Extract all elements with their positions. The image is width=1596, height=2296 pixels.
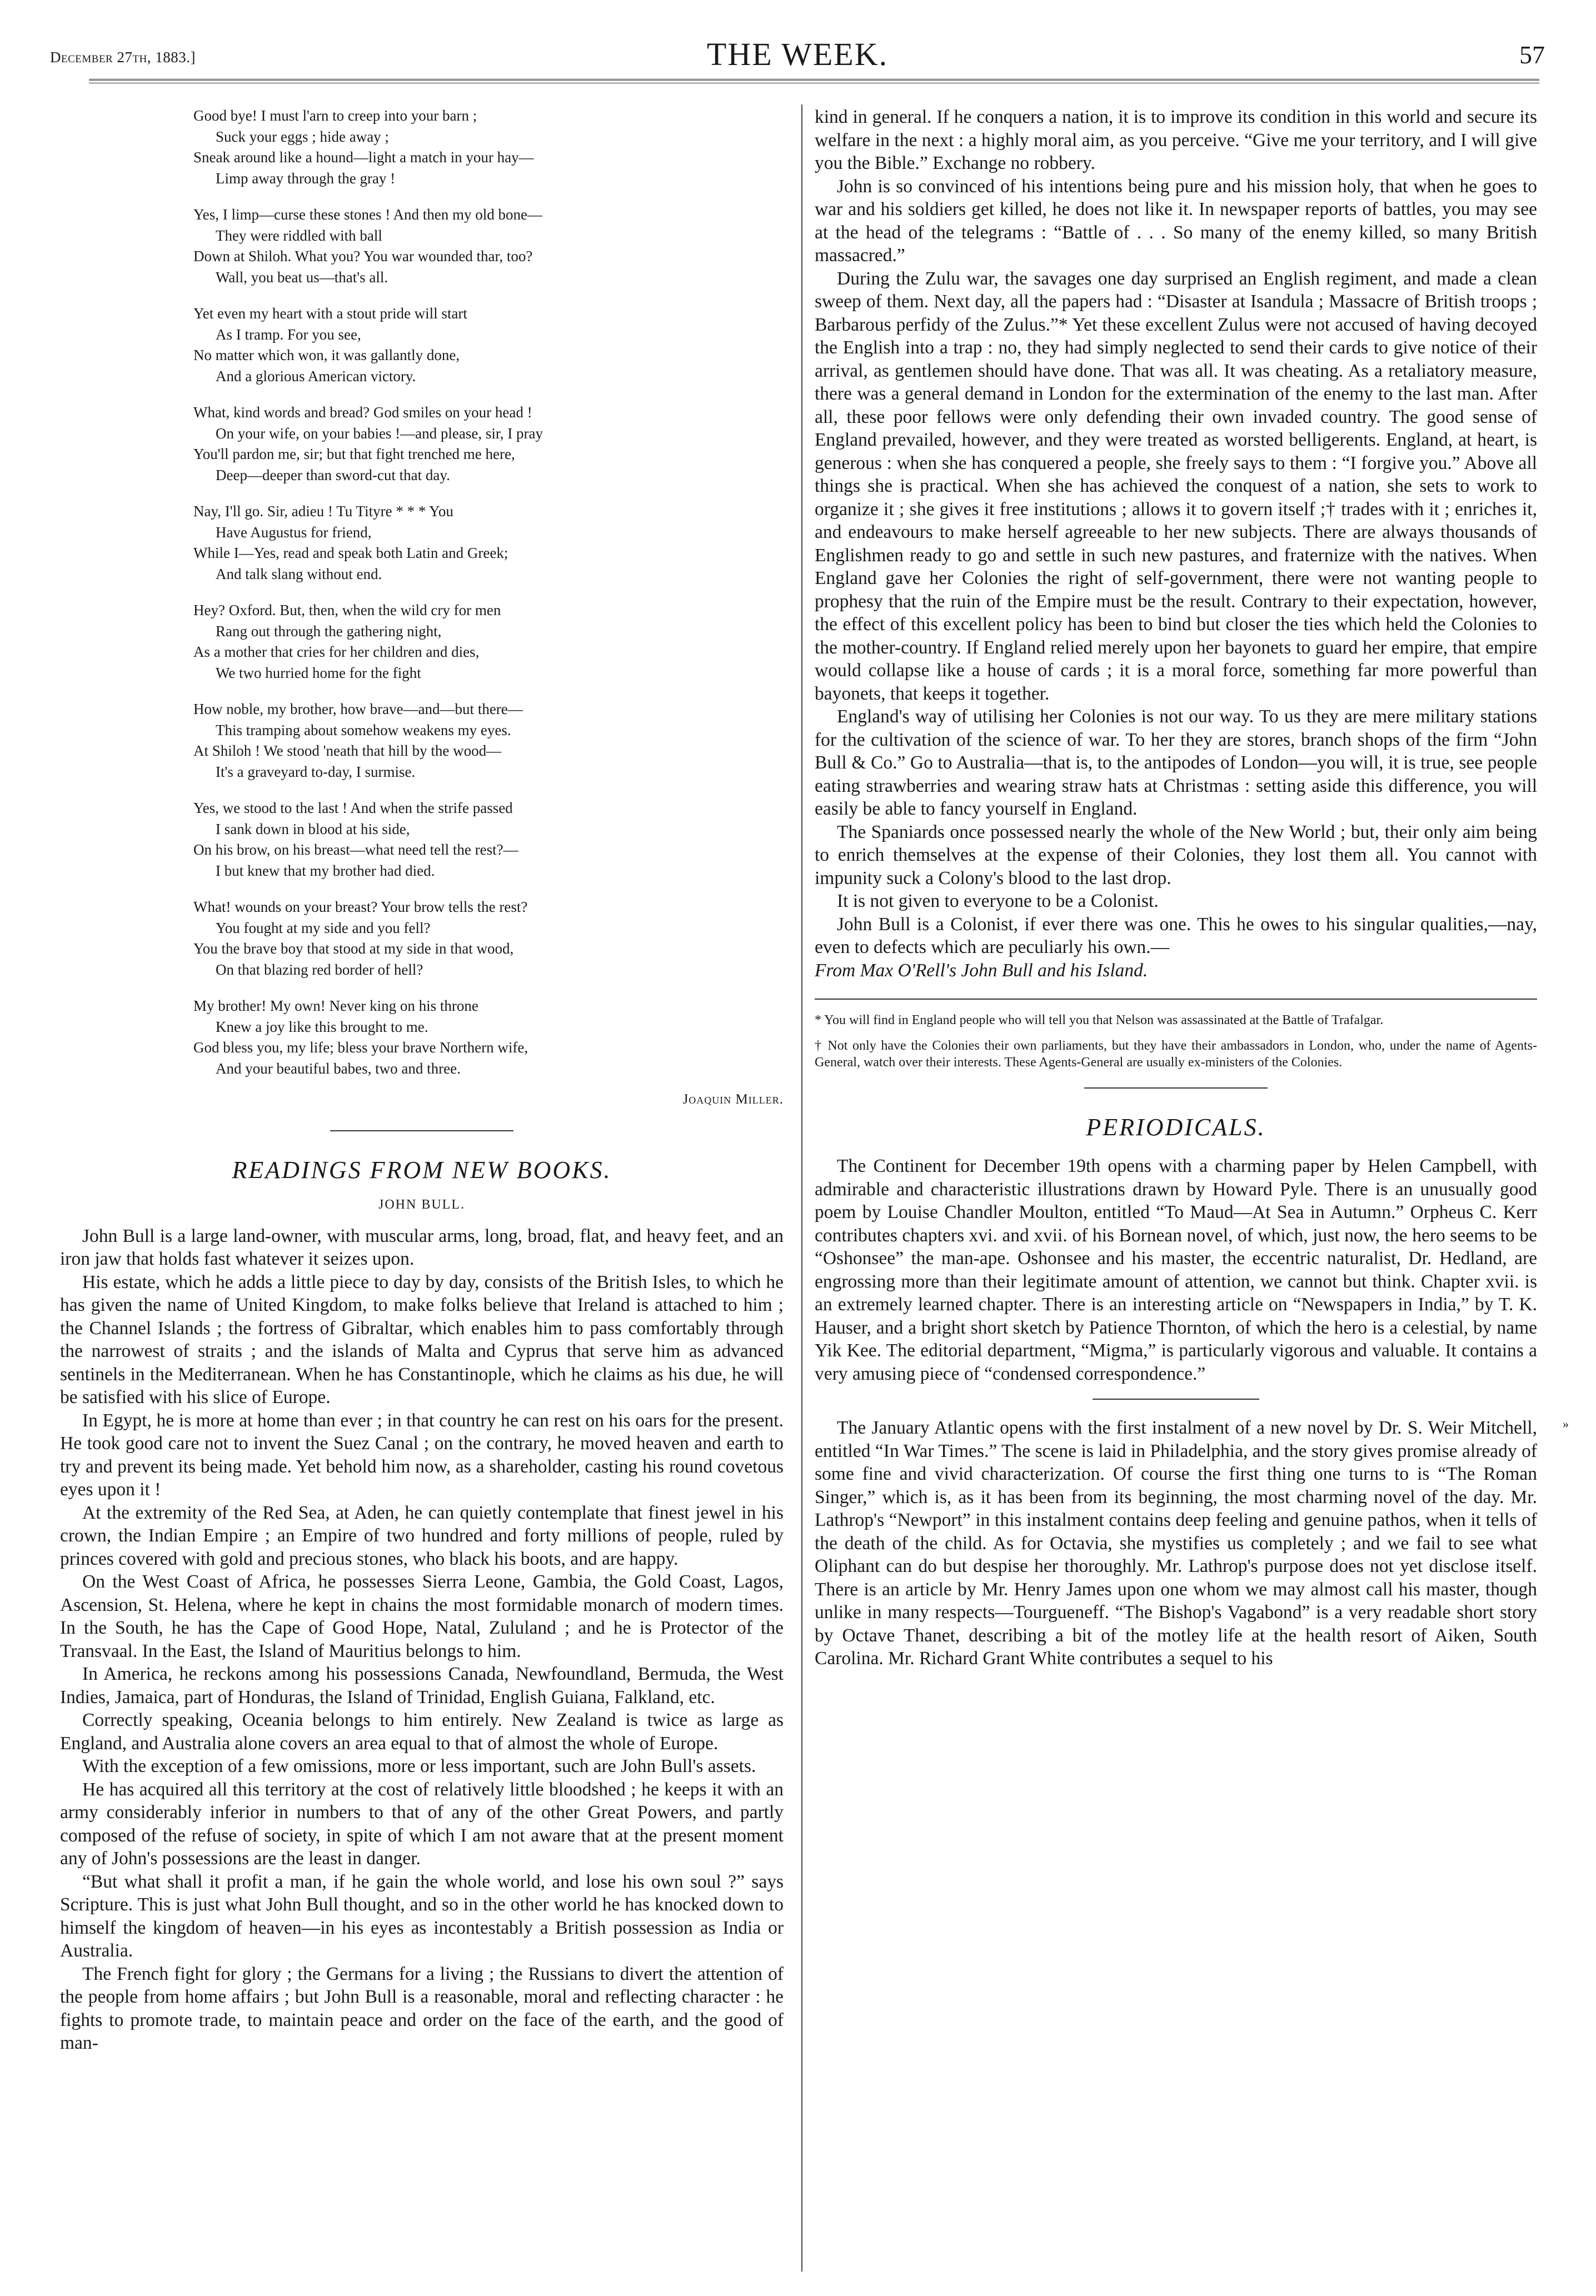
poem-line: No matter which won, it was gallantly done,	[193, 347, 460, 363]
header-date: December 27th, 1883.]	[50, 49, 196, 66]
poem-line: Wall, you beat us—that's all.	[216, 268, 388, 286]
poem-stanza	[193, 303, 784, 387]
paragraph: The Spaniards once possessed nearly the whole of the New World ; but, their only aim being to enrich themselves at the expense of their Colonies, they lost them all. You cannot with impunity suck a Colony's blood to the last drop.	[815, 821, 1537, 889]
paragraph: With the exception of a few omissions, more or less important, such are John Bull's assets.	[82, 1756, 756, 1776]
poem-line: You'll pardon me, sir; but that fight trenched me here,	[193, 446, 515, 462]
poem	[193, 106, 784, 1079]
poem-stanza	[193, 402, 784, 486]
poem-line: Knew a joy like this brought to me.	[216, 1018, 428, 1035]
paragraph: In Egypt, he is more at home than ever ; in that country he can rest on his oars for the present. He took good care not to invent the Suez Canal ; on the contrary, he moved heaven and earth to try and prevent its being made. Yet behold him now, as a shareholder, casting his round covetous eyes upon it !	[60, 1410, 784, 1500]
paragraph: His estate, which he adds a little piece to day by day, consists of the British Isles, to which he has given the name of United Kingdom, to make folks believe that Ireland is attached to him ; the Channel Islands ; the fortress of Gibraltar, which enables him to pass comfortably through the narrowest of straits ; and the islands of Malta and Cyprus that serve him as advanced sentinels in the Mediterranean. When he has Constantinople, which he claims as his due, he will be satisfied with his slice of Europe.	[60, 1271, 784, 1407]
poem-line: My brother! My own! Never king on his throne	[193, 997, 478, 1014]
poem-line: And your beautiful babes, two and three.	[216, 1060, 461, 1077]
poem-line: You fought at my side and you fell?	[216, 919, 431, 936]
periodicals-body	[815, 1155, 1537, 1670]
poem-line: What! wounds on your breast? Your brow tells the rest?	[193, 899, 528, 915]
left-column	[60, 106, 784, 2055]
footnotes	[815, 1012, 1537, 1071]
paragraph: He has acquired all this territory at the cost of relatively little bloodshed ; he keeps it with an army considerably inferior in numbers to that of any of the other Great Powers, and partly composed of the refuse of society, in spite of which I am not aware that at the present moment any of John's possessions are the least in danger.	[60, 1779, 784, 1869]
section-divider	[330, 1130, 513, 1131]
poem-line: Rang out through the gathering night,	[216, 622, 442, 640]
header-title: THE WEEK.	[706, 36, 889, 72]
right-body	[815, 106, 1537, 959]
poem-line: They were riddled with ball	[216, 227, 382, 244]
paragraph: In America, he reckons among his possessions Canada, Newfoundland, Bermuda, the West Indies, Jamaica, part of Honduras, the Island of Trinidad, English Guiana, Falkland, etc.	[60, 1664, 784, 1708]
poem-author-wrap	[193, 1089, 784, 1110]
poem-line: What, kind words and bread? God smiles on your head !	[193, 404, 532, 421]
paragraph: England's way of utilising her Colonies is not our way. To us they are mere military stations for the cultivation of the science of war. To her they are stores, branch shops of the firm “John Bull & Co.” Go to Australia—that is, to the antipodes of London—you will, it is true, see people eating strawberries and wearing straw hats at Christmas : setting aside this difference, you will easily be able to fancy yourself in England.	[815, 706, 1537, 819]
poem-line: Down at Shiloh. What you? You war wounded thar, too?	[193, 248, 533, 264]
paragraph: John Bull is a large land-owner, with muscular arms, long, broad, flat, and heavy feet, and an iron jaw that holds fast whatever it seizes upon.	[60, 1225, 784, 1269]
column-divider	[801, 104, 802, 2272]
poem-line: Yet even my heart with a stout pride will start	[193, 305, 467, 322]
poem-stanza	[193, 501, 784, 585]
margin-mark: »	[1563, 1417, 1569, 1431]
poem-line: At Shiloh ! We stood 'neath that hill by the wood—	[193, 742, 502, 759]
poem-stanza	[193, 798, 784, 881]
poem-stanza	[193, 204, 784, 288]
poem-stanza	[193, 699, 784, 782]
paragraph: On the West Coast of Africa, he possesses Sierra Leone, Gambia, the Gold Coast, Lagos, Ascension, St. Helena, where he kept in chains the most formidable monarch of modern times. In the South, he has the Cape of Good Hope, Natal, Zululand ; and he is Protector of the Transvaal. In the East, the Island of Mauritius belongs to him.	[60, 1571, 784, 1661]
poem-line: While I—Yes, read and speak both Latin and Greek;	[193, 545, 508, 561]
article-source	[815, 959, 1537, 982]
footnote: * You will find in England people who will tell you that Nelson was assassinated at the Battle of Trafalgar.	[815, 1013, 1384, 1027]
header-page-number: 57	[1519, 41, 1545, 69]
poem-line: On his brow, on his breast—what need tell the rest?—	[193, 841, 518, 858]
poem-line: You the brave boy that stood at my side in that wood,	[193, 940, 514, 957]
right-column	[815, 106, 1537, 1670]
paragraph: “But what shall it profit a man, if he gain the whole world, and lose his own soul ?” says Scripture. This is just what John Bull thought, and so in the other world he has knocked down to himself the kingdom of heaven—in his eyes as incontestably a British possession as India or Australia.	[60, 1871, 784, 1961]
poem-line: Deep—deeper than sword-cut that day.	[216, 466, 450, 483]
paragraph: kind in general. If he conquers a nation, it is to improve its condition in this world and secure its welfare in the next : a highly moral aim, as you perceive. “Give me your territory, and I will give you the Bible.” Exchange no robbery.	[815, 107, 1537, 173]
poem-line: We two hurried home for the fight	[216, 664, 421, 681]
paragraph: It is not given to everyone to be a Colonist.	[837, 891, 1159, 911]
poem-line: Sneak around like a hound—light a match in your hay—	[193, 149, 534, 166]
poem-line: Hey? Oxford. But, then, when the wild cry for men	[193, 602, 501, 618]
periodicals-divider	[1093, 1399, 1259, 1400]
poem-line: And talk slang without end.	[216, 565, 382, 582]
readings-title: READINGS FROM NEW BOOKS.	[232, 1156, 612, 1184]
paragraph: At the extremity of the Red Sea, at Aden, he can quietly contemplate that finest jewel in his crown, the Indian Empire ; an Empire of two hundred and forty millions of people, ruled by princes covered with gold and precious stones, who black his boots, and are happy.	[60, 1502, 784, 1569]
page-header	[50, 33, 1545, 72]
section-divider-2	[1084, 1087, 1268, 1089]
readings-body	[60, 1225, 784, 2055]
poem-line: Limp away through the gray !	[216, 169, 396, 187]
poem-author: Joaquin Miller.	[682, 1092, 784, 1107]
poem-line: Yes, I limp—curse these stones ! And then my old bone—	[193, 206, 542, 223]
poem-stanza	[193, 996, 784, 1079]
article-source-text: From Max O'Rell's John Bull and his Island.	[815, 960, 1148, 981]
poem-line: Have Augustus for friend,	[216, 523, 372, 541]
paragraph: The Continent for December 19th opens with a charming paper by Helen Campbell, with admirable and characteristic illustrations drawn by Howard Pyle. There is an unusually good poem by Louise Chandler Moulton, entitled “To Maud—At Sea in Autumn.” Orpheus C. Kerr contributes chapters xvi. and xvii. of his Bornean novel, of which, just now, the hero seems to be “Oshonsee” the man-ape. Oshonsee and his master, the eccentric naturalist, Dr. Hedland, are engrossing more than their legitimate amount of attention, we cannot but think. Chapter xvii. is an extremely learned chapter. There is an interesting article on “Newspapers in India,” by T. K. Hauser, and a bright short sketch by Patience Thornton, of which the hero is a celestial, by name Yik Kee. The editorial department, “Migma,” is particularly vigorous and valuable. It contains a very amusing piece of “condensed correspondence.”	[815, 1156, 1537, 1384]
poem-line: It's a graveyard to-day, I surmise.	[216, 763, 416, 780]
readings-subtitle: JOHN BULL.	[378, 1197, 465, 1212]
poem-line: I but knew that my brother had died.	[216, 862, 435, 879]
poem-line: I sank down in blood at his side,	[216, 820, 410, 837]
poem-stanza	[193, 897, 784, 980]
poem-line: And a glorious American victory.	[216, 367, 416, 385]
poem-line: Yes, we stood to the last ! And when the strife passed	[193, 800, 513, 816]
poem-line: On your wife, on your babies !—and please, sir, I pray	[216, 425, 543, 442]
paragraph: During the Zulu war, the savages one day surprised an English regiment, and made a clean sweep of them. Next day, all the papers had : “Disaster at Isandula ; Massacre of British troops ; Barbarous perfidy of the Zulus.”* Yet these excellent Zulus were not accused of having decoyed the English into a trap : no, they had simply neglected to send their cards to give notice of their arrival, as gentlemen should have done. That was all. It was cheating. As a retaliatory measure, there was a general demand in London for the extermination of the enemy to the last man. After all, these poor fellows were only defending their own invaded country. The good sense of England prevailed, however, and they were treated as worsted belligerents. England, at heart, is generous : when she has conquered a people, she freely says to them : “I forgive you.” Above all things she is practical. When she has achieved the conquest of a nation, she sets to work to organize it ; she gives it free institutions ; allows it to govern itself ;† trades with it ; enriches it, and endeavours to make herself agreeable to her new subjects. There are always thousands of Englishmen ready to go and settle in such new pastures, and fraternize with the natives. When England gave her Colonies the right of self-government, there were not wanting people to prophesy that the ruin of the Empire must be the result. Contrary to their expectation, however, the effect of this excellent policy has been to bind but closer the ties which held the Colonies to the mother-country. If England relied merely upon her bayonets to guard her empire, that empire would collapse like a house of cards ; it is a moral force, something far more powerful than bayonets, that keeps it together.	[815, 268, 1537, 704]
poem-line: Good bye! I must l'arn to creep into your barn ;	[193, 107, 477, 124]
poem-line: How noble, my brother, how brave—and—but there—	[193, 701, 523, 717]
poem-line: God bless you, my life; bless your brave Northern wife,	[193, 1039, 528, 1056]
paragraph: The January Atlantic opens with the first instalment of a new novel by Dr. S. Weir Mitchell, entitled “In War Times.” The scene is laid in Philadelphia, and the story gives promise already of some fine and vivid characterization. Of course the first thing one turns to is “The Roman Singer,” which is, as it has been from its beginning, the most charming novel of the day. Mr. Lathrop's “Newport” in this instalment contains deep feeling and genuine pathos, when it tells of the death of the child. As for Octavia, she mystifies us completely ; and we fail to see what Oliphant can do but despise her thoroughly. Mr. Lathrop's purpose does not yet disclose itself. There is an article by Mr. Henry James upon one whom we may almost call his master, though unlike in many respects—Tourgueneff. “The Bishop's Vagabond” is a very readable short story by Octave Thanet, describing a bit of the motley life at the health resort of Aiken, South Carolina. Mr. Richard Grant White contributes a sequel to his	[815, 1417, 1537, 1669]
periodicals-title: PERIODICALS.	[1086, 1114, 1266, 1141]
poem-line: As I tramp. For you see,	[216, 326, 361, 343]
poem-line: Nay, I'll go. Sir, adieu ! Tu Tityre * * * You	[193, 503, 453, 520]
footnote: † Not only have the Colonies their own parliaments, but they have their ambassadors in London, who, under the name of Agents-General, watch over their interests. These Agents-General are usually ex-ministers of the Colonies.	[815, 1039, 1537, 1070]
footnote-rule	[815, 999, 1537, 1000]
paragraph: John is so convinced of his intentions being pure and his mission holy, that when he goes to war and his soldiers get killed, he does not like it. In newspaper reports of battles, you may see at the head of the telegrams : “Battle of . . . So many of the enemy killed, so many British massacred.”	[815, 176, 1537, 266]
header-rule	[89, 79, 1539, 83]
poem-line: As a mother that cries for her children and dies,	[193, 643, 480, 660]
poem-line: This tramping about somehow weakens my eyes.	[216, 721, 511, 738]
paragraph: John Bull is a Colonist, if ever there was one. This he owes to his singular qualities,—nay, even to defects which are peculiarly his own.—	[815, 914, 1537, 957]
poem-stanza	[193, 600, 784, 683]
poem-line: On that blazing red border of hell?	[216, 961, 423, 978]
paragraph: Correctly speaking, Oceania belongs to him entirely. New Zealand is twice as large as England, and Australia alone covers an area equal to that of almost the whole of Europe.	[60, 1710, 784, 1754]
paragraph: The French fight for glory ; the Germans for a living ; the Russians to divert the attention of the people from home affairs ; but John Bull is a reasonable, moral and reflecting character : he fights to promote trade, to maintain peace and order on the face of the earth, and the good of man-	[60, 1963, 784, 2053]
poem-stanza	[193, 106, 784, 189]
poem-line: Suck your eggs ; hide away ;	[216, 128, 389, 145]
